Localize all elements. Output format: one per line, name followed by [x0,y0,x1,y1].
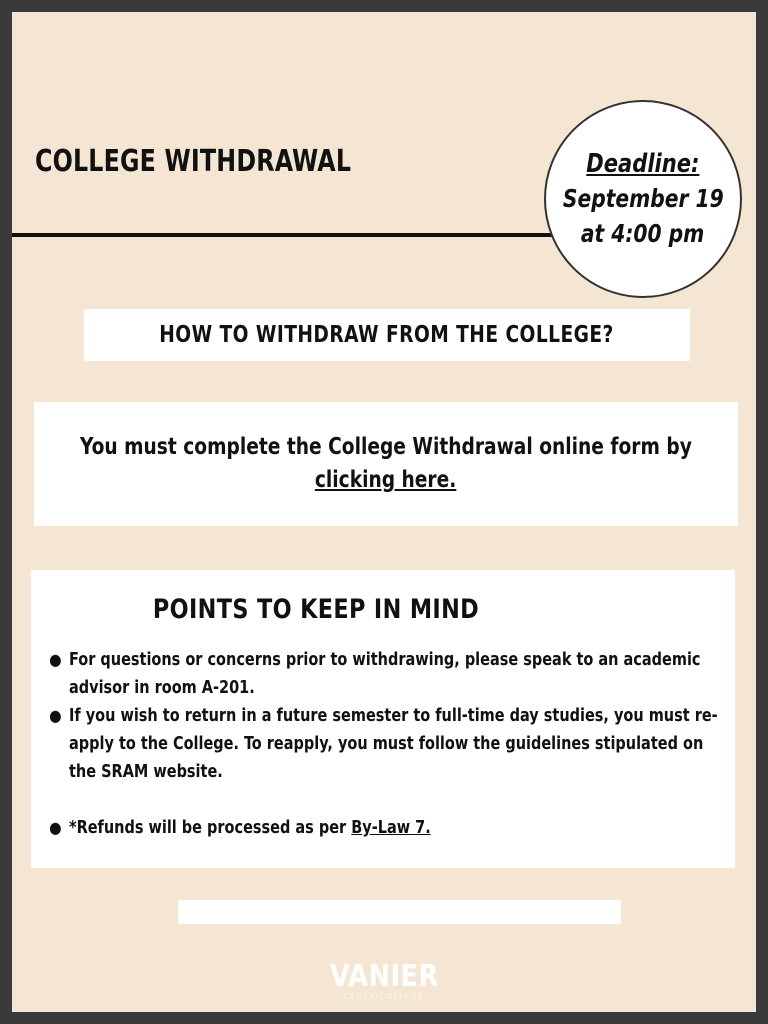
points-panel [31,570,735,868]
vanier-logo [12,959,756,1002]
bullet-icon: ● [49,818,62,837]
points-heading: POINTS TO KEEP IN MIND [152,594,480,625]
bullet-icon: ● [49,706,62,725]
deadline-badge [544,100,742,298]
logo-wordmark: VANIER [329,959,439,994]
instruction-panel [34,402,738,526]
point-text: If you wish to return in a future semester to full-time day studies, you must re-apply to the College. To reapply, you must follow the guidelines stipulated on the SRAM website. [69,706,718,782]
withdrawal-form-link[interactable]: clicking here. [315,467,457,493]
list-item [48,702,748,786]
page-title: COLLEGE WITHDRAWAL [35,144,352,179]
points-list [48,646,748,842]
refund-text: *Refunds will be processed as per [69,818,352,838]
refund-note [69,814,731,842]
list-item [48,814,748,842]
logo-tagline: CÉGEP/COLLEGE [343,992,425,1001]
deadline-date: September 19 [562,184,724,213]
title-divider [12,233,552,237]
question-banner [84,309,690,361]
poster [12,12,756,1012]
point-text: For questions or concerns prior to withdrawing, please speak to an academic advisor in room A-201. [69,650,701,698]
list-item [48,646,748,702]
question-heading: HOW TO WITHDRAW FROM THE COLLEGE? [159,322,615,348]
bullet-icon: ● [49,650,62,669]
footer-bar [178,900,621,924]
deadline-time: at 4:00 pm [581,219,705,248]
instruction-text: You must complete the College Withdrawal online form by [80,434,692,460]
bylaw-link[interactable]: By-Law 7. [351,818,431,838]
deadline-label: Deadline: [586,149,700,179]
